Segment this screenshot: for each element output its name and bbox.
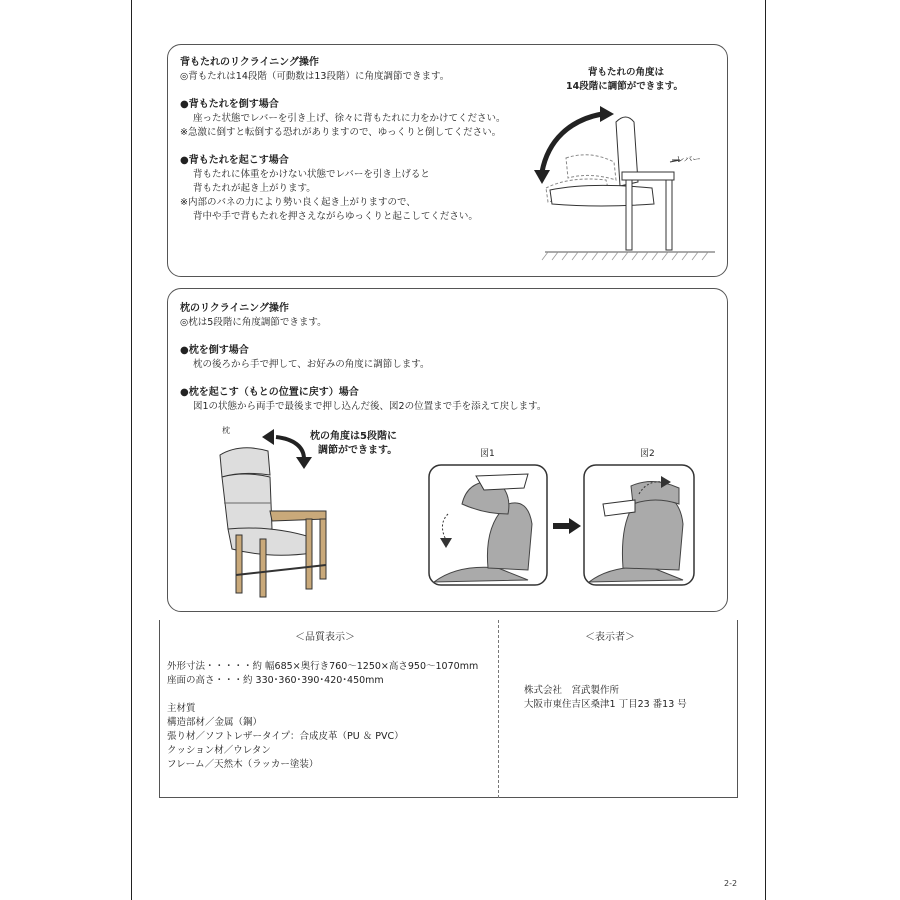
material-item: 構造部材／金属（鋼）: [167, 717, 263, 728]
pillow-tilt-heading: ●枕を倒す場合: [180, 345, 249, 356]
arrow-right-icon: [553, 518, 583, 534]
backrest-raise-caution: 背中や手で背もたれを押さえながらゆっくりと起こしてください。: [193, 211, 478, 222]
backrest-tilt-heading: ●背もたれを倒す場合: [180, 99, 279, 110]
backrest-raise-caution: ※内部のバネの力により勢い良く起き上がりますので、: [180, 197, 416, 208]
backrest-raise-line: 背もたれが起き上がります。: [193, 183, 316, 194]
labeler-title: ＜表示者＞: [585, 632, 635, 643]
backrest-figure-caption: 背もたれの角度は: [588, 67, 665, 78]
backrest-raise-heading: ●背もたれを起こす場合: [180, 155, 289, 166]
pillow-label: 枕: [222, 426, 230, 435]
pillow-intro: ◎枕は5段階に角度調節できます。: [180, 317, 327, 328]
page-edge-right: [765, 0, 766, 900]
labeler-company: 株式会社 宮武製作所: [524, 685, 620, 696]
fig1-label: 図1: [480, 449, 495, 459]
pillow-heading: 枕のリクライニング操作: [180, 303, 289, 314]
fig2-label: 図2: [640, 449, 655, 459]
pillow-raise-heading: ●枕を起こす（もとの位置に戻す）場合: [180, 387, 359, 398]
pillow-raise-line: 図1の状態から両手で最後まで押し込んだ後、図2の位置まで手を添えて戻します。: [193, 401, 547, 412]
page-number: 2-2: [724, 879, 738, 888]
backrest-figure-caption: 14段階に調節ができます。: [566, 81, 683, 92]
section-divider: [498, 620, 499, 798]
backrest-tilt-caution: ※急激に倒すと転倒する恐れがありますので、ゆっくりと倒してください。: [180, 127, 502, 138]
chair-illustration: [210, 425, 340, 605]
backrest-intro: ◎背もたれは14段階（可動数は13段階）に角度調節できます。: [180, 71, 450, 82]
pillow-figure-caption: 枕の角度は5段階に: [310, 431, 397, 442]
figure2-illustration: [583, 464, 695, 586]
quality-title: ＜品質表示＞: [295, 632, 355, 643]
pillow-tilt-line: 枕の後ろから手で押して、お好みの角度に調節します。: [193, 359, 430, 370]
material-item: フレーム／天然木（ラッカー塗装）: [167, 759, 319, 770]
size-line: 外形寸法・・・・・約 幅685×奥行き760〜1250×高さ950〜1070mm: [167, 661, 479, 672]
backrest-raise-line: 背もたれに体重をかけない状態でレバーを引き上げると: [193, 169, 430, 180]
lever-label: レバー: [676, 155, 701, 165]
material-item: クッション材／ウレタン: [167, 745, 271, 756]
materials-title: 主材質: [167, 703, 196, 714]
page-edge-left: [131, 0, 132, 900]
figure1-illustration: [428, 464, 548, 586]
seat-height-line: 座面の高さ・・・約 330･360･390･420･450mm: [167, 675, 384, 686]
material-item: 張り材／ソフトレザータイプ：合成皮革（PU ＆ PVC）: [167, 731, 404, 742]
backrest-tilt-line: 座った状態でレバーを引き上げ、徐々に背もたれに力をかけてください。: [193, 113, 506, 124]
backrest-recline-illustration: [530, 100, 720, 265]
pillow-figure-caption: 調節ができます。: [318, 445, 398, 456]
backrest-heading: 背もたれのリクライニング操作: [180, 57, 319, 68]
labeler-address: 大阪市東住吉区桑津1 丁目23 番13 号: [524, 699, 687, 710]
